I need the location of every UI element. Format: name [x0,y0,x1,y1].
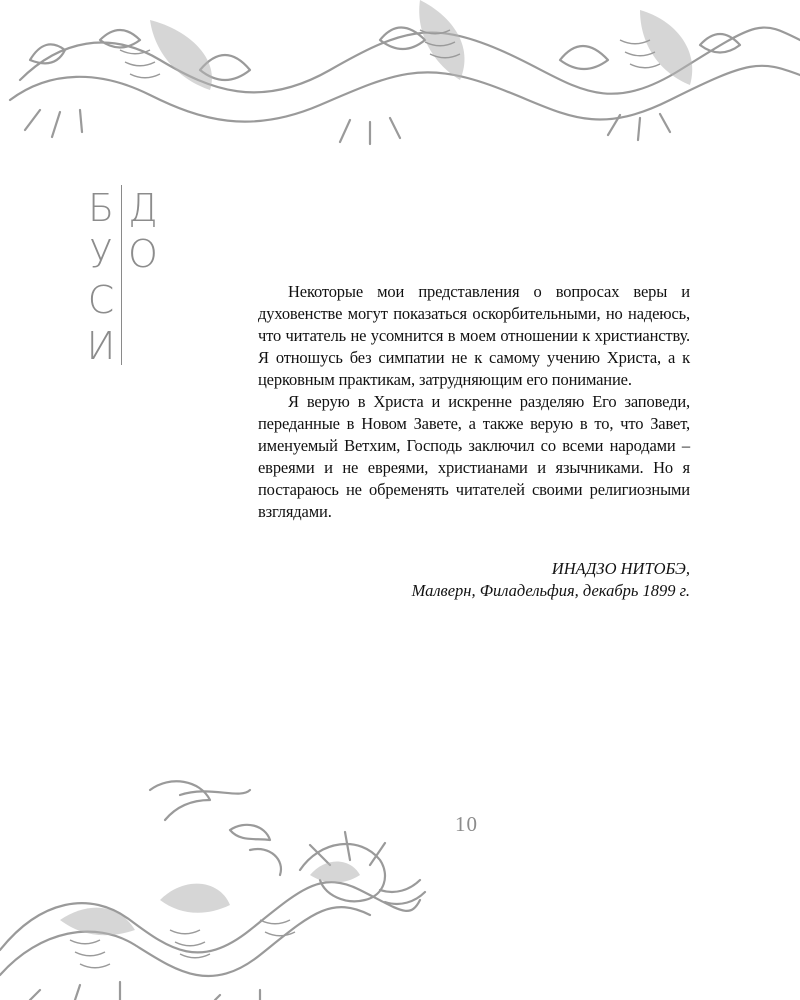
dragon-ornament-bottom [0,770,450,1000]
title-letter: Д [128,186,158,230]
title-letter: И [86,324,116,368]
page-number: 10 [455,812,478,836]
title-divider [121,185,122,365]
title-letter: О [128,232,158,276]
signature-author: ИНАДЗО НИТОБЭ, [551,559,690,578]
title-letter: У [89,232,113,276]
paragraph: Некоторые мои представления о вопросах веры и духовенстве могут показаться оскорбительными, но надеюсь, что читатель не усомнится в моем отношении к христианству. Я отношусь без симпатии не к самому учению Христа, а к церковным практикам, затрудняющим его понимание. [258,282,690,389]
paragraph: Я верую в Христа и искренне разделяю Его заповеди, переданные в Новом Завете, а также верую в то, что Завет, именуемый Ветхим, Господь заключил со всеми народами – евреями и не евреями, христианами и язычниками. Но я постараюсь не обременять читателей своими религиозными взглядами. [258,392,690,521]
vertical-title [84,185,174,375]
title-column-left [84,185,118,369]
title-column-right [126,185,160,277]
title-letter: Б [87,186,115,230]
body-text [258,281,690,523]
signature-place-date: Малверн, Филадельфия, декабрь 1899 г. [411,581,690,600]
signature [412,558,690,602]
title-letter: С [87,278,115,322]
dragon-ornament-top [0,0,800,150]
